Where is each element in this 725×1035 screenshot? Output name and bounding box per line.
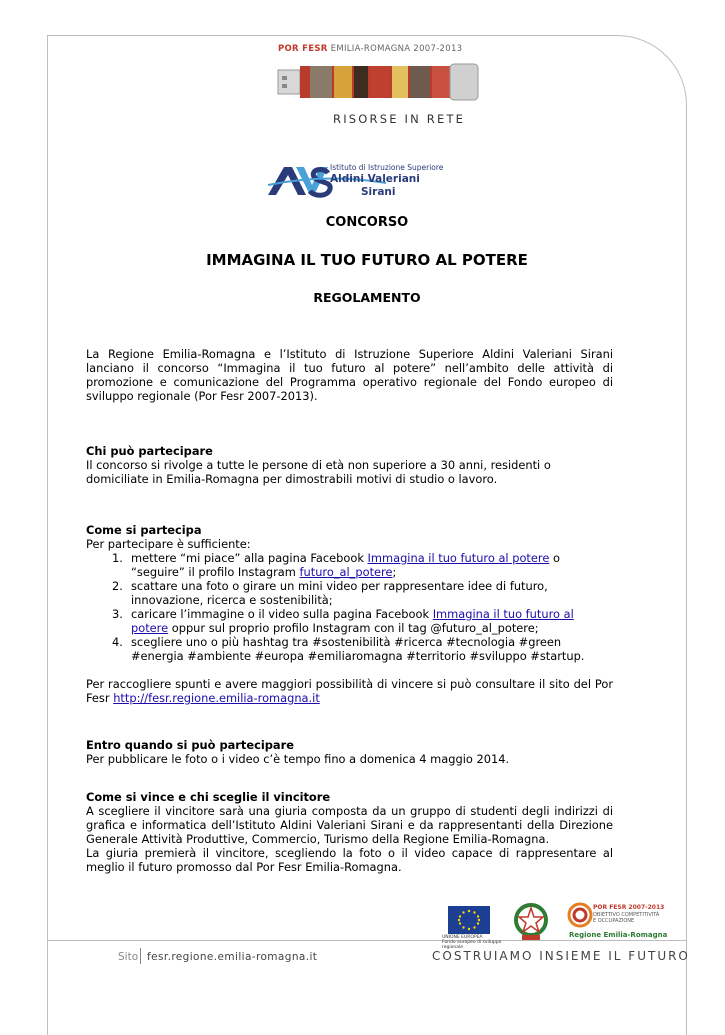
- list-item: [86, 551, 613, 579]
- contest-title: IMMAGINA IL TUO FUTURO AL POTERE: [206, 251, 528, 269]
- footer-sito-label: Sito: [118, 951, 139, 963]
- section-vince: [86, 790, 613, 874]
- section-heading: Come si vince e chi sceglie il vincitore: [86, 790, 331, 804]
- list-text: oppur sul proprio profilo Instagram con il tag @futuro_al_potere;: [168, 621, 539, 635]
- italian-republic-emblem-icon: [512, 902, 550, 942]
- footer-site-url[interactable]: fesr.regione.emilia-romagna.it: [147, 951, 318, 963]
- por-logo-line: POR FESR 2007-2013: [593, 904, 665, 911]
- eu-flag-icon: [448, 906, 490, 934]
- list-text: caricare l’immagine o il video sulla pagina Facebook: [131, 607, 433, 621]
- eu-label-line: Fondo europeo di sviluppo regionale: [442, 940, 502, 950]
- eu-label-line: UNIONE EUROPEA: [442, 935, 483, 940]
- participation-steps: [86, 551, 613, 663]
- list-item: [86, 607, 613, 635]
- por-fesr-region: EMILIA-ROMAGNA 2007-2013: [330, 44, 463, 54]
- list-number: 1.: [112, 551, 123, 565]
- section-heading: Chi può partecipare: [86, 444, 213, 458]
- school-name-line2: Aldini Valeriani: [330, 173, 420, 185]
- usb-drive-image: [276, 62, 482, 102]
- por-logo-line: E OCCUPAZIONE: [593, 918, 635, 924]
- school-name-line3: Sirani: [361, 186, 396, 198]
- section-text: Per pubblicare le foto o i video c’è tempo fino a domenica 4 maggio 2014.: [86, 752, 510, 766]
- school-name-line1: Istituto di Istruzione Superiore: [330, 163, 444, 172]
- section-chi: [86, 444, 613, 486]
- list-text: o “seguire” il profilo Instagram: [131, 551, 560, 579]
- facebook-page-link[interactable]: Immagina il tuo futuro al potere: [131, 607, 574, 635]
- list-item: [86, 579, 613, 607]
- section-entro: [86, 738, 613, 766]
- heading-concorso: CONCORSO: [325, 215, 409, 230]
- por-logo-line: OBIETTIVO COMPETITIVITÀ: [593, 912, 660, 918]
- list-text: mettere “mi piace” alla pagina Facebook: [131, 551, 368, 565]
- list-text: ;: [392, 565, 397, 579]
- eu-label: [442, 935, 504, 950]
- instagram-profile-link[interactable]: futuro_al_potere: [299, 565, 393, 579]
- list-number: 3.: [112, 607, 123, 621]
- footer-separator: [140, 948, 141, 964]
- facebook-page-link[interactable]: Immagina il tuo futuro al potere: [367, 551, 550, 565]
- section-text: A scegliere il vincitore sarà una giuria composta da un gruppo di studenti degli indirizzi di grafica e informatica dell’Istituto Aldini Valeriani Sirani e da rappresentanti della Direzione Generale Attività Produttive, Commercio, Turismo della Regione Emilia-Romagna.: [86, 804, 613, 846]
- outro-text: Per raccogliere spunti e avere maggiori possibilità di vincere si può consultare il sito del Por Fesr: [86, 677, 613, 705]
- section-text: La giuria premierà il vincitore, scegliendo la foto o il video capace di rappresentare al meglio il futuro promosso dal Por Fesr Emilia-Romagna.: [86, 846, 613, 874]
- por-fesr-logo: [563, 898, 668, 944]
- tagline-risorse: RISORSE IN RETE: [333, 112, 466, 126]
- list-number: 4.: [112, 635, 123, 649]
- section-heading: Come si partecipa: [86, 523, 202, 537]
- list-text: scegliere uno o più hashtag tra #sostenibilità #ricerca #tecnologia #green #energia #ambiente #europa #emiliaromagna #territorio #sviluppo #startup.: [131, 635, 585, 663]
- fesr-site-link[interactable]: http://fesr.regione.emilia-romagna.it: [113, 691, 320, 705]
- por-swirl-icon: [565, 900, 595, 930]
- section-text: Il concorso si rivolge a tutte le persone di età non superiore a 30 anni, residenti o domiciliate in Emilia-Romagna per dimostrabili motivi di studio o lavoro.: [86, 458, 551, 486]
- por-logo-line: Regione Emilia-Romagna: [569, 931, 668, 939]
- section-heading: Entro quando si può partecipare: [86, 738, 294, 752]
- outro-paragraph: [86, 677, 613, 705]
- heading-regolamento: REGOLAMENTO: [313, 290, 421, 305]
- intro-paragraph: La Regione Emilia-Romagna e l’Istituto di Istruzione Superiore Aldini Valeriani Sirani lanciano il concorso “Immagina il tuo futuro al potere” nell’ambito delle attività di promozione e comunicazione del Programma operativo regionale del Fondo europeo di sviluppo regionale (Por Fesr 2007-2013).: [86, 347, 613, 403]
- list-number: 2.: [112, 579, 123, 593]
- list-item: [86, 635, 613, 663]
- section-intro: Per partecipare è sufficiente:: [86, 537, 251, 551]
- por-fesr-label: POR FESR: [278, 44, 328, 54]
- list-text: scattare una foto o girare un mini video per rappresentare idee di futuro, innovazione, ricerca e sostenibilità;: [131, 579, 548, 607]
- footer-slogan: COSTRUIAMO INSIEME IL FUTURO: [432, 949, 690, 963]
- por-fesr-header: [278, 44, 462, 54]
- section-come: [86, 523, 613, 705]
